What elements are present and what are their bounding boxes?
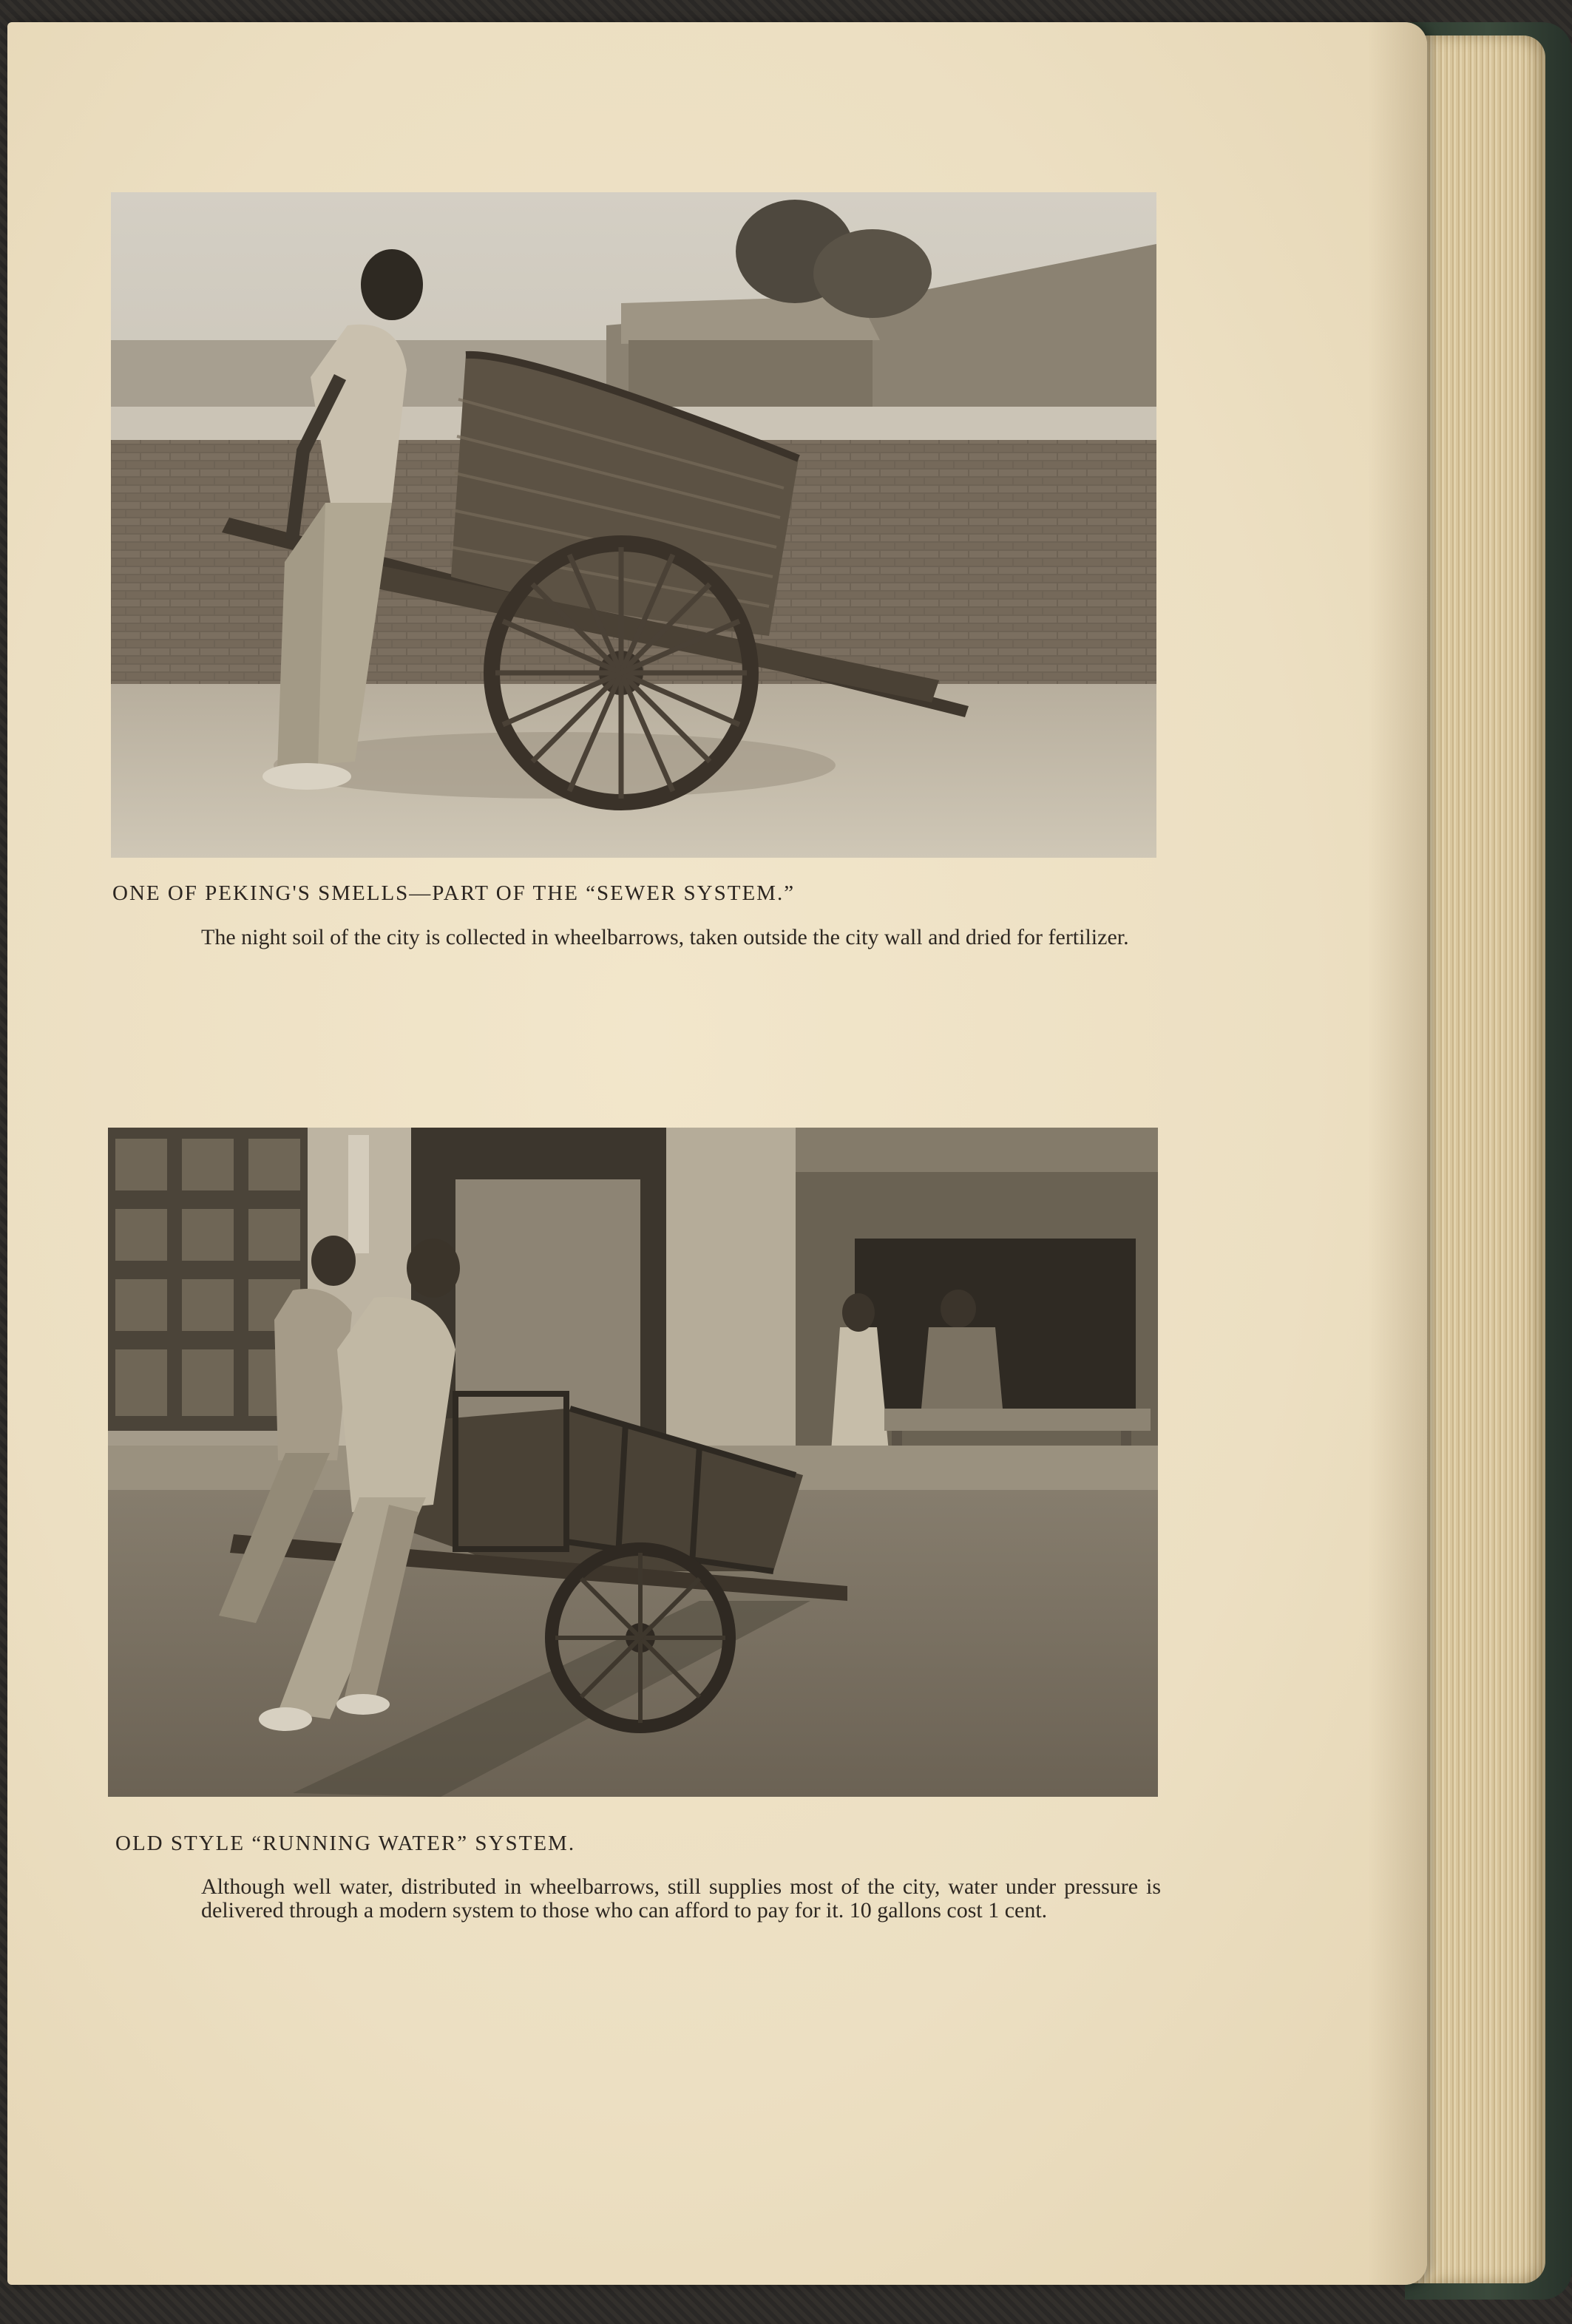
photo-running-water-wheelbarrow-image	[108, 1128, 1158, 1797]
photo-night-soil-wheelbarrow	[111, 192, 1156, 858]
page-block-edges	[1409, 35, 1545, 2283]
photo-night-soil-wheelbarrow-image	[111, 192, 1156, 858]
figure-2-description: Although well water, distributed in wheelbarrows, still supplies most of the city, water under pressure is delivered through a modern system to those who can afford to pay for it. 10 gallons cost 1 cent.	[201, 1874, 1161, 1922]
page-fore-edge-shadow	[1368, 22, 1427, 2285]
figure-1-title: ONE OF PEKING'S SMELLS—PART OF THE “SEWER SYSTEM.”	[112, 881, 796, 905]
figure-2-title: OLD STYLE “RUNNING WATER” SYSTEM.	[115, 1832, 576, 1855]
figure-1-description: The night soil of the city is collected in wheelbarrows, taken outside the city wall and dried for fertilizer.	[201, 925, 1129, 949]
photo-running-water-wheelbarrow	[108, 1128, 1158, 1797]
